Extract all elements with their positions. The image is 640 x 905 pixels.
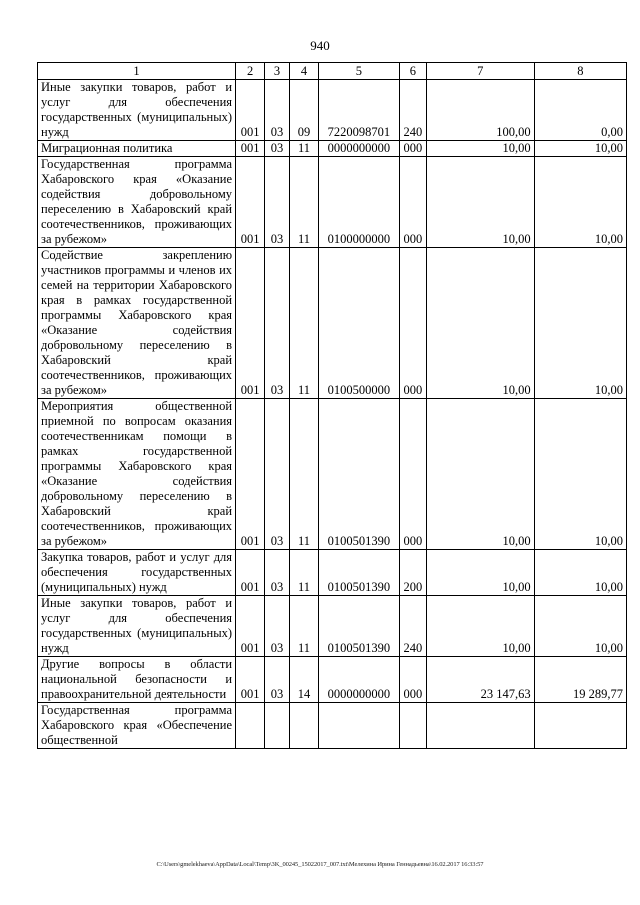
column-header: 3 [265, 63, 290, 80]
cell-type: 000 [399, 657, 426, 703]
cell-grbs: 001 [236, 657, 265, 703]
column-header: 6 [399, 63, 426, 80]
cell-grbs: 001 [236, 550, 265, 596]
table-row [38, 657, 627, 703]
cell-amount-1: 10,00 [426, 596, 534, 657]
cell-amount-2: 10,00 [534, 399, 626, 550]
table-row [38, 248, 627, 399]
cell-type: 000 [399, 141, 426, 157]
cell-amount-1: 23 147,63 [426, 657, 534, 703]
page-number: 940 [310, 38, 330, 53]
cell-subsection: 11 [289, 596, 318, 657]
cell-subsection: 14 [289, 657, 318, 703]
row-name: Иные закупки товаров, работ и услуг для обеспечения государственных (муниципальных) нужд [38, 80, 236, 141]
row-name: Иные закупки товаров, работ и услуг для обеспечения государственных (муниципальных) нужд [38, 596, 236, 657]
row-name: Миграционная политика [38, 141, 236, 157]
cell-target: 7220098701 [318, 80, 399, 141]
cell-amount-1 [426, 703, 534, 749]
cell-amount-2 [534, 703, 626, 749]
cell-target: 0000000000 [318, 141, 399, 157]
cell-target: 0000000000 [318, 657, 399, 703]
cell-amount-1: 10,00 [426, 141, 534, 157]
cell-amount-2: 10,00 [534, 248, 626, 399]
cell-amount-1: 100,00 [426, 80, 534, 141]
cell-type: 200 [399, 550, 426, 596]
table-row [38, 550, 627, 596]
header-row [38, 63, 627, 80]
row-name: Другие вопросы в области национальной безопасности и правоохранительной деятельности [38, 657, 236, 703]
cell-grbs: 001 [236, 596, 265, 657]
cell-amount-2: 10,00 [534, 550, 626, 596]
cell-amount-2: 0,00 [534, 80, 626, 141]
cell-amount-1: 10,00 [426, 248, 534, 399]
cell-section [265, 703, 290, 749]
cell-type: 000 [399, 248, 426, 399]
cell-target: 0100501390 [318, 550, 399, 596]
cell-target: 0100500000 [318, 248, 399, 399]
column-header: 2 [236, 63, 265, 80]
cell-amount-1: 10,00 [426, 157, 534, 248]
table-row [38, 80, 627, 141]
cell-section: 03 [265, 550, 290, 596]
cell-type: 000 [399, 157, 426, 248]
cell-grbs: 001 [236, 141, 265, 157]
cell-section: 03 [265, 157, 290, 248]
column-header: 5 [318, 63, 399, 80]
cell-subsection: 11 [289, 399, 318, 550]
footer-file-path: C:\Users\gmelekhaeva\AppData\Local\Temp\3K_00245_15022017_007.txt\Мелехина Ирина Геннадьевна\16.02.2017 16:33:57 [156, 861, 484, 868]
row-name: Содействие закреплению участников программы и членов их семей на территории Хабаровского края в рамках государственной программы Хабаровского края «Оказание содействия добровольному переселению в Хабаровский край соотечественников, проживающих за рубежом» [38, 248, 236, 399]
column-header: 8 [534, 63, 626, 80]
cell-section: 03 [265, 141, 290, 157]
cell-amount-2: 10,00 [534, 596, 626, 657]
cell-subsection: 11 [289, 550, 318, 596]
cell-section: 03 [265, 596, 290, 657]
cell-subsection: 11 [289, 248, 318, 399]
cell-target [318, 703, 399, 749]
cell-grbs [236, 703, 265, 749]
cell-subsection: 11 [289, 157, 318, 248]
column-header: 1 [38, 63, 236, 80]
table-row [38, 141, 627, 157]
cell-amount-2: 10,00 [534, 141, 626, 157]
cell-target: 0100501390 [318, 399, 399, 550]
cell-type: 000 [399, 399, 426, 550]
column-header: 7 [426, 63, 534, 80]
table-row [38, 703, 627, 749]
cell-grbs: 001 [236, 248, 265, 399]
cell-section: 03 [265, 399, 290, 550]
budget-table [37, 62, 627, 749]
column-header: 4 [289, 63, 318, 80]
row-name: Закупка товаров, работ и услуг для обеспечения государственных (муниципальных) нужд [38, 550, 236, 596]
cell-target: 0100000000 [318, 157, 399, 248]
cell-section: 03 [265, 80, 290, 141]
table-row [38, 596, 627, 657]
table-row [38, 157, 627, 248]
cell-type [399, 703, 426, 749]
cell-grbs: 001 [236, 80, 265, 141]
cell-subsection: 11 [289, 141, 318, 157]
cell-section: 03 [265, 248, 290, 399]
row-name: Государственная программа Хабаровского края «Оказание содействия добровольному переселению в Хабаровский край соотечественников, проживающих за рубежом» [38, 157, 236, 248]
cell-amount-2: 10,00 [534, 157, 626, 248]
cell-amount-1: 10,00 [426, 550, 534, 596]
cell-subsection [289, 703, 318, 749]
table-row [38, 399, 627, 550]
row-name: Государственная программа Хабаровского края «Обеспечение общественной [38, 703, 236, 749]
cell-amount-2: 19 289,77 [534, 657, 626, 703]
cell-grbs: 001 [236, 157, 265, 248]
cell-amount-1: 10,00 [426, 399, 534, 550]
cell-type: 240 [399, 80, 426, 141]
cell-grbs: 001 [236, 399, 265, 550]
cell-type: 240 [399, 596, 426, 657]
row-name: Мероприятия общественной приемной по вопросам оказания соотечественникам помощи в рамках государственной программы Хабаровского края «Оказание содействия добровольному переселению в Хабаровский край соотечественников, проживающих за рубежом» [38, 399, 236, 550]
cell-target: 0100501390 [318, 596, 399, 657]
cell-section: 03 [265, 657, 290, 703]
cell-subsection: 09 [289, 80, 318, 141]
